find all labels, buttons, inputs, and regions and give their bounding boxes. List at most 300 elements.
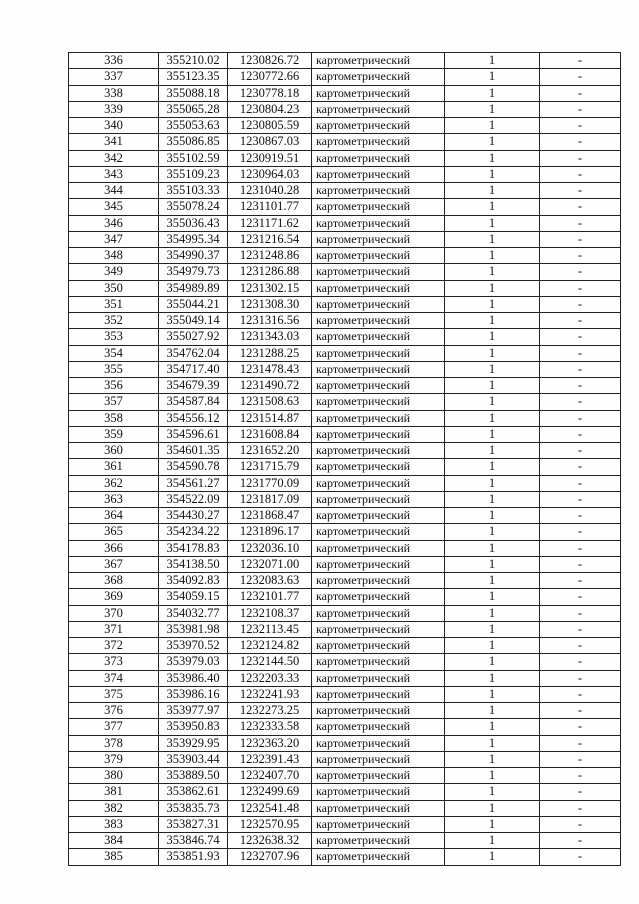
y-coordinate-cell: 1232707.96 <box>228 849 312 865</box>
accuracy-cell: 1 <box>445 751 540 767</box>
y-coordinate-cell: 1232071.00 <box>228 556 312 572</box>
accuracy-cell: 1 <box>445 150 540 166</box>
accuracy-cell: 1 <box>445 475 540 491</box>
description-cell: - <box>540 199 621 215</box>
y-coordinate-cell: 1232113.45 <box>228 621 312 637</box>
table-row <box>69 524 621 540</box>
table-row <box>69 800 621 816</box>
y-coordinate-cell: 1232638.32 <box>228 833 312 849</box>
accuracy-cell: 1 <box>445 361 540 377</box>
method-cell: картометрический <box>312 101 445 117</box>
x-coordinate-cell: 354596.61 <box>159 426 228 442</box>
point-number-cell: 354 <box>69 345 159 361</box>
point-number-cell: 382 <box>69 800 159 816</box>
method-cell: картометрический <box>312 134 445 150</box>
x-coordinate-cell: 355027.92 <box>159 329 228 345</box>
accuracy-cell: 1 <box>445 621 540 637</box>
x-coordinate-cell: 355210.02 <box>159 53 228 69</box>
x-coordinate-cell: 355065.28 <box>159 101 228 117</box>
point-number-cell: 358 <box>69 410 159 426</box>
x-coordinate-cell: 355088.18 <box>159 85 228 101</box>
point-number-cell: 347 <box>69 231 159 247</box>
method-cell: картометрический <box>312 345 445 361</box>
point-number-cell: 350 <box>69 280 159 296</box>
x-coordinate-cell: 353979.03 <box>159 654 228 670</box>
table-row <box>69 605 621 621</box>
x-coordinate-cell: 354679.39 <box>159 378 228 394</box>
accuracy-cell: 1 <box>445 426 540 442</box>
y-coordinate-cell: 1231817.09 <box>228 491 312 507</box>
table-row <box>69 410 621 426</box>
table-row <box>69 459 621 475</box>
accuracy-cell: 1 <box>445 183 540 199</box>
point-number-cell: 367 <box>69 556 159 572</box>
y-coordinate-cell: 1231288.25 <box>228 345 312 361</box>
y-coordinate-cell: 1232144.50 <box>228 654 312 670</box>
x-coordinate-cell: 353970.52 <box>159 638 228 654</box>
table-row <box>69 313 621 329</box>
description-cell: - <box>540 459 621 475</box>
table-row <box>69 816 621 832</box>
x-coordinate-cell: 355053.63 <box>159 118 228 134</box>
accuracy-cell: 1 <box>445 443 540 459</box>
description-cell: - <box>540 183 621 199</box>
point-number-cell: 344 <box>69 183 159 199</box>
point-number-cell: 348 <box>69 248 159 264</box>
point-number-cell: 369 <box>69 589 159 605</box>
description-cell: - <box>540 150 621 166</box>
table-row <box>69 215 621 231</box>
method-cell: картометрический <box>312 280 445 296</box>
table-row <box>69 654 621 670</box>
x-coordinate-cell: 355102.59 <box>159 150 228 166</box>
table-row <box>69 329 621 345</box>
y-coordinate-cell: 1231040.28 <box>228 183 312 199</box>
table-row <box>69 378 621 394</box>
coordinates-table-body <box>69 53 621 866</box>
point-number-cell: 370 <box>69 605 159 621</box>
y-coordinate-cell: 1232108.37 <box>228 605 312 621</box>
point-number-cell: 345 <box>69 199 159 215</box>
description-cell: - <box>540 735 621 751</box>
table-row <box>69 621 621 637</box>
table-row <box>69 166 621 182</box>
y-coordinate-cell: 1232363.20 <box>228 735 312 751</box>
point-number-cell: 342 <box>69 150 159 166</box>
x-coordinate-cell: 353903.44 <box>159 751 228 767</box>
y-coordinate-cell: 1230778.18 <box>228 85 312 101</box>
accuracy-cell: 1 <box>445 85 540 101</box>
description-cell: - <box>540 703 621 719</box>
method-cell: картометрический <box>312 313 445 329</box>
accuracy-cell: 1 <box>445 69 540 85</box>
accuracy-cell: 1 <box>445 589 540 605</box>
accuracy-cell: 1 <box>445 686 540 702</box>
description-cell: - <box>540 621 621 637</box>
method-cell: картометрический <box>312 589 445 605</box>
description-cell: - <box>540 134 621 150</box>
description-cell: - <box>540 491 621 507</box>
x-coordinate-cell: 354990.37 <box>159 248 228 264</box>
description-cell: - <box>540 686 621 702</box>
method-cell: картометрический <box>312 719 445 735</box>
x-coordinate-cell: 354234.22 <box>159 524 228 540</box>
y-coordinate-cell: 1231343.03 <box>228 329 312 345</box>
coordinates-table <box>68 52 621 866</box>
method-cell: картометрический <box>312 524 445 540</box>
point-number-cell: 336 <box>69 53 159 69</box>
point-number-cell: 383 <box>69 816 159 832</box>
point-number-cell: 340 <box>69 118 159 134</box>
accuracy-cell: 1 <box>445 833 540 849</box>
y-coordinate-cell: 1231286.88 <box>228 264 312 280</box>
point-number-cell: 357 <box>69 394 159 410</box>
accuracy-cell: 1 <box>445 459 540 475</box>
x-coordinate-cell: 354092.83 <box>159 573 228 589</box>
y-coordinate-cell: 1231101.77 <box>228 199 312 215</box>
accuracy-cell: 1 <box>445 199 540 215</box>
description-cell: - <box>540 426 621 442</box>
description-cell: - <box>540 556 621 572</box>
point-number-cell: 376 <box>69 703 159 719</box>
description-cell: - <box>540 670 621 686</box>
description-cell: - <box>540 53 621 69</box>
point-number-cell: 379 <box>69 751 159 767</box>
point-number-cell: 364 <box>69 508 159 524</box>
accuracy-cell: 1 <box>445 53 540 69</box>
accuracy-cell: 1 <box>445 508 540 524</box>
accuracy-cell: 1 <box>445 345 540 361</box>
method-cell: картометрический <box>312 768 445 784</box>
accuracy-cell: 1 <box>445 703 540 719</box>
x-coordinate-cell: 354717.40 <box>159 361 228 377</box>
table-row <box>69 589 621 605</box>
description-cell: - <box>540 573 621 589</box>
table-row <box>69 833 621 849</box>
method-cell: картометрический <box>312 751 445 767</box>
point-number-cell: 352 <box>69 313 159 329</box>
method-cell: картометрический <box>312 638 445 654</box>
accuracy-cell: 1 <box>445 670 540 686</box>
point-number-cell: 374 <box>69 670 159 686</box>
method-cell: картометрический <box>312 296 445 312</box>
x-coordinate-cell: 355078.24 <box>159 199 228 215</box>
y-coordinate-cell: 1231316.56 <box>228 313 312 329</box>
x-coordinate-cell: 353929.95 <box>159 735 228 751</box>
point-number-cell: 361 <box>69 459 159 475</box>
y-coordinate-cell: 1230826.72 <box>228 53 312 69</box>
y-coordinate-cell: 1231770.09 <box>228 475 312 491</box>
accuracy-cell: 1 <box>445 394 540 410</box>
y-coordinate-cell: 1232407.70 <box>228 768 312 784</box>
accuracy-cell: 1 <box>445 166 540 182</box>
y-coordinate-cell: 1232273.25 <box>228 703 312 719</box>
description-cell: - <box>540 378 621 394</box>
x-coordinate-cell: 354430.27 <box>159 508 228 524</box>
x-coordinate-cell: 354601.35 <box>159 443 228 459</box>
accuracy-cell: 1 <box>445 101 540 117</box>
description-cell: - <box>540 296 621 312</box>
description-cell: - <box>540 800 621 816</box>
accuracy-cell: 1 <box>445 719 540 735</box>
description-cell: - <box>540 361 621 377</box>
x-coordinate-cell: 353851.93 <box>159 849 228 865</box>
method-cell: картометрический <box>312 573 445 589</box>
description-cell: - <box>540 166 621 182</box>
method-cell: картометрический <box>312 833 445 849</box>
x-coordinate-cell: 354587.84 <box>159 394 228 410</box>
accuracy-cell: 1 <box>445 313 540 329</box>
table-row <box>69 361 621 377</box>
x-coordinate-cell: 353986.16 <box>159 686 228 702</box>
method-cell: картометрический <box>312 410 445 426</box>
method-cell: картометрический <box>312 735 445 751</box>
table-row <box>69 443 621 459</box>
table-row <box>69 85 621 101</box>
accuracy-cell: 1 <box>445 215 540 231</box>
description-cell: - <box>540 248 621 264</box>
x-coordinate-cell: 355109.23 <box>159 166 228 182</box>
x-coordinate-cell: 355123.35 <box>159 69 228 85</box>
table-row <box>69 638 621 654</box>
method-cell: картометрический <box>312 491 445 507</box>
table-row <box>69 573 621 589</box>
point-number-cell: 363 <box>69 491 159 507</box>
method-cell: картометрический <box>312 264 445 280</box>
table-row <box>69 231 621 247</box>
method-cell: картометрический <box>312 183 445 199</box>
table-row <box>69 101 621 117</box>
x-coordinate-cell: 354995.34 <box>159 231 228 247</box>
accuracy-cell: 1 <box>445 540 540 556</box>
accuracy-cell: 1 <box>445 329 540 345</box>
method-cell: картометрический <box>312 800 445 816</box>
method-cell: картометрический <box>312 231 445 247</box>
point-number-cell: 338 <box>69 85 159 101</box>
x-coordinate-cell: 354762.04 <box>159 345 228 361</box>
accuracy-cell: 1 <box>445 264 540 280</box>
point-number-cell: 378 <box>69 735 159 751</box>
table-row <box>69 280 621 296</box>
x-coordinate-cell: 353950.83 <box>159 719 228 735</box>
description-cell: - <box>540 816 621 832</box>
table-row <box>69 670 621 686</box>
accuracy-cell: 1 <box>445 849 540 865</box>
y-coordinate-cell: 1231508.63 <box>228 394 312 410</box>
x-coordinate-cell: 355044.21 <box>159 296 228 312</box>
x-coordinate-cell: 353835.73 <box>159 800 228 816</box>
method-cell: картометрический <box>312 475 445 491</box>
y-coordinate-cell: 1230867.03 <box>228 134 312 150</box>
point-number-cell: 377 <box>69 719 159 735</box>
y-coordinate-cell: 1231514.87 <box>228 410 312 426</box>
description-cell: - <box>540 215 621 231</box>
y-coordinate-cell: 1230772.66 <box>228 69 312 85</box>
method-cell: картометрический <box>312 816 445 832</box>
y-coordinate-cell: 1230964.03 <box>228 166 312 182</box>
point-number-cell: 384 <box>69 833 159 849</box>
accuracy-cell: 1 <box>445 296 540 312</box>
point-number-cell: 346 <box>69 215 159 231</box>
point-number-cell: 339 <box>69 101 159 117</box>
description-cell: - <box>540 475 621 491</box>
description-cell: - <box>540 313 621 329</box>
table-row <box>69 849 621 865</box>
x-coordinate-cell: 353981.98 <box>159 621 228 637</box>
method-cell: картометрический <box>312 849 445 865</box>
x-coordinate-cell: 353862.61 <box>159 784 228 800</box>
point-number-cell: 372 <box>69 638 159 654</box>
table-row <box>69 719 621 735</box>
method-cell: картометрический <box>312 443 445 459</box>
x-coordinate-cell: 355036.43 <box>159 215 228 231</box>
point-number-cell: 359 <box>69 426 159 442</box>
table-row <box>69 264 621 280</box>
table-row <box>69 426 621 442</box>
y-coordinate-cell: 1232333.58 <box>228 719 312 735</box>
method-cell: картометрический <box>312 378 445 394</box>
table-row <box>69 248 621 264</box>
accuracy-cell: 1 <box>445 524 540 540</box>
x-coordinate-cell: 353827.31 <box>159 816 228 832</box>
accuracy-cell: 1 <box>445 378 540 394</box>
x-coordinate-cell: 354556.12 <box>159 410 228 426</box>
description-cell: - <box>540 118 621 134</box>
table-row <box>69 491 621 507</box>
x-coordinate-cell: 355049.14 <box>159 313 228 329</box>
method-cell: картометрический <box>312 605 445 621</box>
table-row <box>69 345 621 361</box>
description-cell: - <box>540 849 621 865</box>
table-row <box>69 118 621 134</box>
y-coordinate-cell: 1232083.63 <box>228 573 312 589</box>
y-coordinate-cell: 1231608.84 <box>228 426 312 442</box>
point-number-cell: 371 <box>69 621 159 637</box>
table-row <box>69 686 621 702</box>
accuracy-cell: 1 <box>445 231 540 247</box>
y-coordinate-cell: 1231896.17 <box>228 524 312 540</box>
method-cell: картометрический <box>312 118 445 134</box>
table-row <box>69 751 621 767</box>
description-cell: - <box>540 85 621 101</box>
y-coordinate-cell: 1231171.62 <box>228 215 312 231</box>
method-cell: картометрический <box>312 394 445 410</box>
point-number-cell: 343 <box>69 166 159 182</box>
point-number-cell: 365 <box>69 524 159 540</box>
x-coordinate-cell: 353846.74 <box>159 833 228 849</box>
method-cell: картометрический <box>312 686 445 702</box>
y-coordinate-cell: 1232541.48 <box>228 800 312 816</box>
table-row <box>69 53 621 69</box>
point-number-cell: 349 <box>69 264 159 280</box>
point-number-cell: 337 <box>69 69 159 85</box>
method-cell: картометрический <box>312 508 445 524</box>
point-number-cell: 375 <box>69 686 159 702</box>
accuracy-cell: 1 <box>445 573 540 589</box>
point-number-cell: 362 <box>69 475 159 491</box>
method-cell: картометрический <box>312 199 445 215</box>
description-cell: - <box>540 443 621 459</box>
accuracy-cell: 1 <box>445 280 540 296</box>
description-cell: - <box>540 540 621 556</box>
method-cell: картометрический <box>312 248 445 264</box>
description-cell: - <box>540 524 621 540</box>
table-row <box>69 134 621 150</box>
method-cell: картометрический <box>312 329 445 345</box>
method-cell: картометрический <box>312 670 445 686</box>
y-coordinate-cell: 1231715.79 <box>228 459 312 475</box>
table-row <box>69 556 621 572</box>
y-coordinate-cell: 1232124.82 <box>228 638 312 654</box>
x-coordinate-cell: 354178.83 <box>159 540 228 556</box>
y-coordinate-cell: 1231868.47 <box>228 508 312 524</box>
y-coordinate-cell: 1232101.77 <box>228 589 312 605</box>
accuracy-cell: 1 <box>445 605 540 621</box>
point-number-cell: 360 <box>69 443 159 459</box>
accuracy-cell: 1 <box>445 491 540 507</box>
method-cell: картометрический <box>312 215 445 231</box>
table-row <box>69 475 621 491</box>
point-number-cell: 366 <box>69 540 159 556</box>
accuracy-cell: 1 <box>445 556 540 572</box>
x-coordinate-cell: 355086.85 <box>159 134 228 150</box>
point-number-cell: 380 <box>69 768 159 784</box>
table-row <box>69 150 621 166</box>
accuracy-cell: 1 <box>445 134 540 150</box>
y-coordinate-cell: 1232241.93 <box>228 686 312 702</box>
x-coordinate-cell: 354522.09 <box>159 491 228 507</box>
table-row <box>69 296 621 312</box>
description-cell: - <box>540 605 621 621</box>
x-coordinate-cell: 354032.77 <box>159 605 228 621</box>
y-coordinate-cell: 1231248.86 <box>228 248 312 264</box>
point-number-cell: 381 <box>69 784 159 800</box>
table-row <box>69 540 621 556</box>
description-cell: - <box>540 638 621 654</box>
y-coordinate-cell: 1231302.15 <box>228 280 312 296</box>
y-coordinate-cell: 1232570.95 <box>228 816 312 832</box>
table-row <box>69 69 621 85</box>
point-number-cell: 351 <box>69 296 159 312</box>
accuracy-cell: 1 <box>445 784 540 800</box>
x-coordinate-cell: 354989.89 <box>159 280 228 296</box>
description-cell: - <box>540 719 621 735</box>
method-cell: картометрический <box>312 426 445 442</box>
description-cell: - <box>540 69 621 85</box>
method-cell: картометрический <box>312 540 445 556</box>
method-cell: картометрический <box>312 654 445 670</box>
y-coordinate-cell: 1230804.23 <box>228 101 312 117</box>
method-cell: картометрический <box>312 784 445 800</box>
description-cell: - <box>540 345 621 361</box>
y-coordinate-cell: 1230919.51 <box>228 150 312 166</box>
accuracy-cell: 1 <box>445 654 540 670</box>
y-coordinate-cell: 1231490.72 <box>228 378 312 394</box>
method-cell: картометрический <box>312 69 445 85</box>
method-cell: картометрический <box>312 150 445 166</box>
accuracy-cell: 1 <box>445 816 540 832</box>
method-cell: картометрический <box>312 53 445 69</box>
x-coordinate-cell: 354059.15 <box>159 589 228 605</box>
x-coordinate-cell: 354561.27 <box>159 475 228 491</box>
y-coordinate-cell: 1231216.54 <box>228 231 312 247</box>
accuracy-cell: 1 <box>445 768 540 784</box>
x-coordinate-cell: 353889.50 <box>159 768 228 784</box>
method-cell: картометрический <box>312 556 445 572</box>
table-row <box>69 394 621 410</box>
table-row <box>69 199 621 215</box>
x-coordinate-cell: 353986.40 <box>159 670 228 686</box>
